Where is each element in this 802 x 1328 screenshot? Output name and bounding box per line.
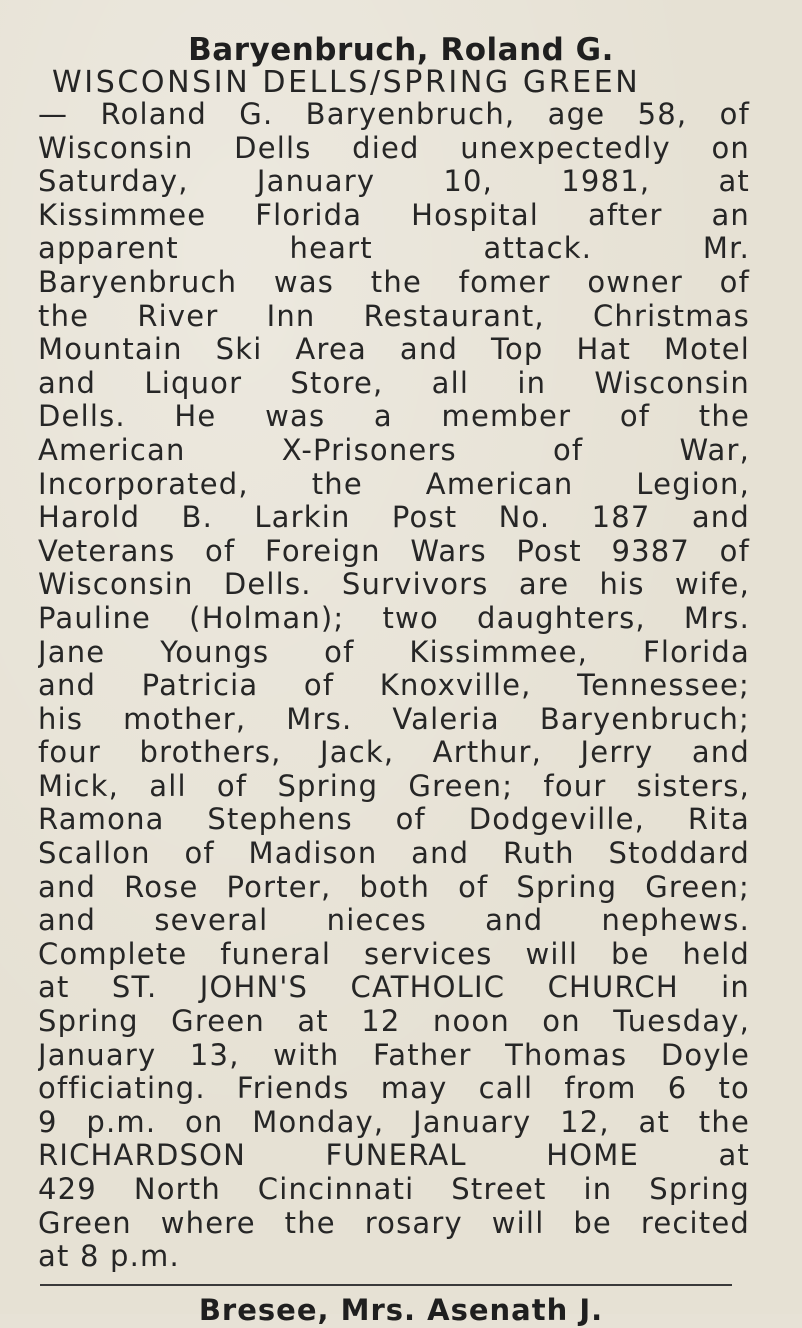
body-line: Dells. He was a member of the <box>38 400 750 434</box>
body-line: 9 p.m. on Monday, January 12, at the <box>38 1105 750 1139</box>
body-line: Mountain Ski Area and Top Hat Motel <box>38 333 750 367</box>
body-line: Incorporated, the American Legion, <box>38 467 750 501</box>
body-line: Spring Green at 12 noon on Tuesday, <box>38 1005 750 1039</box>
obituary-body <box>38 98 750 1274</box>
body-line: and Rose Porter, both of Spring Green; <box>38 870 750 904</box>
body-line: Wisconsin Dells died unexpectedly on <box>38 131 750 165</box>
body-line: 429 North Cincinnati Street in Spring <box>38 1173 750 1206</box>
body-line: Veterans of Foreign Wars Post 9387 of <box>38 534 750 568</box>
body-line: and Patricia of Knoxville, Tennessee; <box>38 669 750 703</box>
body-line: Baryenbruch was the fomer owner of <box>38 265 750 299</box>
body-line: four brothers, Jack, Arthur, Jerry and <box>38 736 750 770</box>
body-line-last: at 8 p.m. <box>38 1240 180 1274</box>
body-line: Kissimmee Florida Hospital after an <box>38 198 750 232</box>
body-line: January 13, with Father Thomas Doyle <box>38 1038 750 1072</box>
body-line: American X-Prisoners of War, <box>38 433 750 467</box>
body-line: at ST. JOHN'S CATHOLIC CHURCH in <box>38 971 750 1005</box>
body-line: Pauline (Holman); two daughters, Mrs. <box>38 601 750 635</box>
body-line: RICHARDSON FUNERAL HOME at <box>38 1139 750 1173</box>
dateline: WISCONSIN DELLS/SPRING GREEN <box>52 65 641 100</box>
obituary-headline: Baryenbruch, Roland G. <box>188 32 614 68</box>
body-line: Saturday, January 10, 1981, at <box>38 165 750 199</box>
body-line: Jane Youngs of Kissimmee, Florida <box>38 635 750 669</box>
body-line: Complete funeral services will be held <box>38 937 750 971</box>
body-line: Harold B. Larkin Post No. 187 and <box>38 501 750 535</box>
next-obituary-headline: Bresee, Mrs. Asenath J. <box>198 1293 604 1327</box>
body-line: Wisconsin Dells. Survivors are his wife, <box>38 568 750 602</box>
body-line: Mick, all of Spring Green; four sisters, <box>38 769 750 803</box>
body-line: Green where the rosary will be recited <box>38 1206 750 1240</box>
column-divider-rule <box>40 1284 732 1286</box>
body-line: officiating. Friends may call from 6 to <box>38 1072 750 1106</box>
body-line: and several nieces and nephews. <box>38 904 750 938</box>
body-line: his mother, Mrs. Valeria Baryenbruch; <box>38 702 750 736</box>
body-line: Scallon of Madison and Ruth Stoddard <box>38 837 750 871</box>
body-line: the River Inn Restaurant, Christmas <box>38 299 750 333</box>
body-line: apparent heart attack. Mr. <box>38 232 750 266</box>
body-line: and Liquor Store, all in Wisconsin <box>38 366 750 400</box>
body-line: — Roland G. Baryenbruch, age 58, of <box>38 98 750 131</box>
body-line: Ramona Stephens of Dodgeville, Rita <box>38 803 750 837</box>
